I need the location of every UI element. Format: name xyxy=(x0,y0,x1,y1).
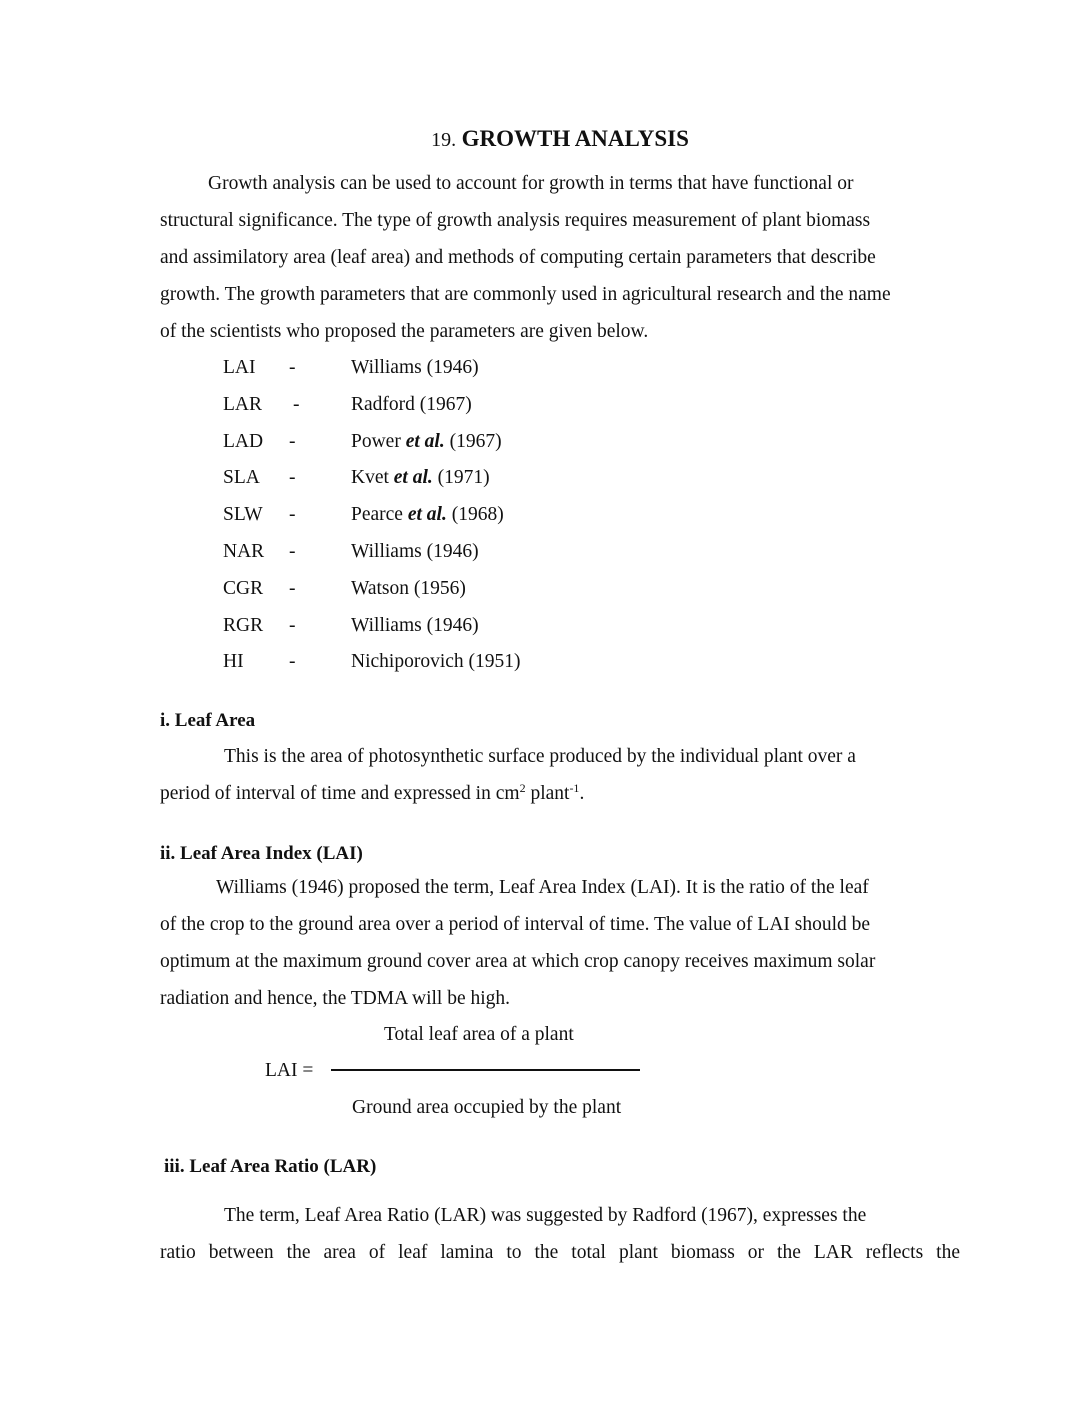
paragraph-line xyxy=(160,775,960,812)
text-span: . xyxy=(579,783,585,804)
parameter-author xyxy=(351,350,479,387)
parameter-author xyxy=(351,460,490,497)
superscript: -1 xyxy=(569,781,580,795)
parameter-row xyxy=(223,534,623,571)
parameter-author xyxy=(351,497,504,534)
author-year: (1967) xyxy=(419,393,472,415)
section-heading-lai: ii. Leaf Area Index (LAI) xyxy=(160,843,363,864)
intro-line: growth. The growth parameters that are commonly used in agricultural research and the name xyxy=(160,284,891,305)
author-year: (1946) xyxy=(426,614,479,636)
paragraph-line: radiation and hence, the TDMA will be high. xyxy=(160,988,511,1009)
author-name: Williams xyxy=(351,540,422,562)
intro-line: structural significance. The type of growth analysis requires measurement of plant biomass xyxy=(160,210,871,231)
paragraph-line: optimum at the maximum ground cover area at which crop canopy receives maximum solar xyxy=(160,951,876,972)
author-name: Pearce xyxy=(351,504,403,526)
lai-paragraph xyxy=(160,869,960,1017)
formula-denominator: Ground area occupied by the plant xyxy=(352,1097,622,1118)
parameter-row xyxy=(223,644,623,681)
separator-dash: - xyxy=(289,577,296,599)
parameter-row xyxy=(223,460,623,497)
author-name: Radford xyxy=(351,393,415,415)
separator-dash: - xyxy=(289,540,296,562)
intro-line: and assimilatory area (leaf area) and methods of computing certain parameters that describe xyxy=(160,247,876,268)
text-span: plant xyxy=(525,783,570,804)
parameter-abbr: SLW xyxy=(223,504,263,526)
parameter-author xyxy=(351,424,502,461)
text-span: period of interval of time and expressed in cm xyxy=(160,783,520,804)
parameter-abbr: HI xyxy=(223,651,244,673)
separator-dash: - xyxy=(289,467,296,489)
lar-paragraph xyxy=(160,1197,960,1271)
parameter-row xyxy=(223,387,623,424)
intro-paragraph xyxy=(160,165,960,350)
et-al: et al. xyxy=(393,467,433,489)
author-year: (1951) xyxy=(468,651,521,673)
paragraph-line: This is the area of photosynthetic surface produced by the individual plant over a xyxy=(224,746,856,767)
intro-line: of the scientists who proposed the parameters are given below. xyxy=(160,321,649,342)
parameter-list xyxy=(223,350,623,681)
separator-dash: - xyxy=(289,651,296,673)
author-name: Williams xyxy=(351,357,422,378)
parameter-abbr: SLA xyxy=(223,467,260,489)
author-name: Watson xyxy=(351,577,410,599)
author-year: (1971) xyxy=(437,467,490,489)
paragraph-line: The term, Leaf Area Ratio (LAR) was suggested by Radford (1967), expresses the xyxy=(224,1205,867,1226)
author-name: Kvet xyxy=(351,467,389,489)
formula-numerator: Total leaf area of a plant xyxy=(384,1024,574,1045)
separator-dash: - xyxy=(289,504,296,526)
author-year: (1967) xyxy=(449,430,502,452)
separator-dash: - xyxy=(289,430,296,452)
separator-dash: - xyxy=(289,357,296,378)
parameter-abbr: NAR xyxy=(223,540,265,562)
author-year: (1946) xyxy=(426,357,479,378)
author-year: (1968) xyxy=(451,504,504,526)
parameter-author xyxy=(351,534,479,571)
parameter-author xyxy=(351,644,521,681)
intro-line: Growth analysis can be used to account for growth in terms that have functional or xyxy=(208,173,854,194)
parameter-abbr: CGR xyxy=(223,577,264,599)
paragraph-line: ratio between the area of leaf lamina to the total plant biomass or the LAR reflects the xyxy=(160,1242,960,1263)
parameter-abbr: LAI xyxy=(223,357,256,378)
author-name: Power xyxy=(351,430,401,452)
author-name: Nichiporovich xyxy=(351,651,464,673)
parameter-row xyxy=(223,608,623,645)
parameter-author xyxy=(351,571,466,608)
parameter-row xyxy=(223,497,623,534)
author-year: (1956) xyxy=(413,577,466,599)
page-title xyxy=(0,126,1088,152)
author-year: (1946) xyxy=(426,540,479,562)
parameter-row xyxy=(223,350,623,387)
fraction-bar xyxy=(331,1069,640,1071)
separator-dash: - xyxy=(289,614,296,636)
chapter-number: 19. xyxy=(431,129,457,151)
paragraph-line: Williams (1946) proposed the term, Leaf Area Index (LAI). It is the ratio of the leaf xyxy=(216,877,869,898)
formula-lhs: LAI = xyxy=(265,1060,314,1081)
parameter-abbr: LAR xyxy=(223,393,262,415)
superscript: 2 xyxy=(519,781,526,795)
chapter-title: GROWTH ANALYSIS xyxy=(461,126,689,151)
parameter-author xyxy=(351,608,479,645)
author-name: Williams xyxy=(351,614,422,636)
parameter-abbr: LAD xyxy=(223,430,264,452)
parameter-author xyxy=(351,387,472,424)
et-al: et al. xyxy=(407,504,447,526)
parameter-abbr: RGR xyxy=(223,614,264,636)
parameter-row xyxy=(223,571,623,608)
et-al: et al. xyxy=(405,430,445,452)
paragraph-line: of the crop to the ground area over a period of interval of time. The value of LAI should be xyxy=(160,914,871,935)
separator-dash: - xyxy=(293,393,300,415)
parameter-row xyxy=(223,424,623,461)
section-heading-lar: iii. Leaf Area Ratio (LAR) xyxy=(164,1156,377,1177)
section-heading-leaf-area: i. Leaf Area xyxy=(160,710,256,731)
leaf-area-paragraph xyxy=(160,738,960,812)
